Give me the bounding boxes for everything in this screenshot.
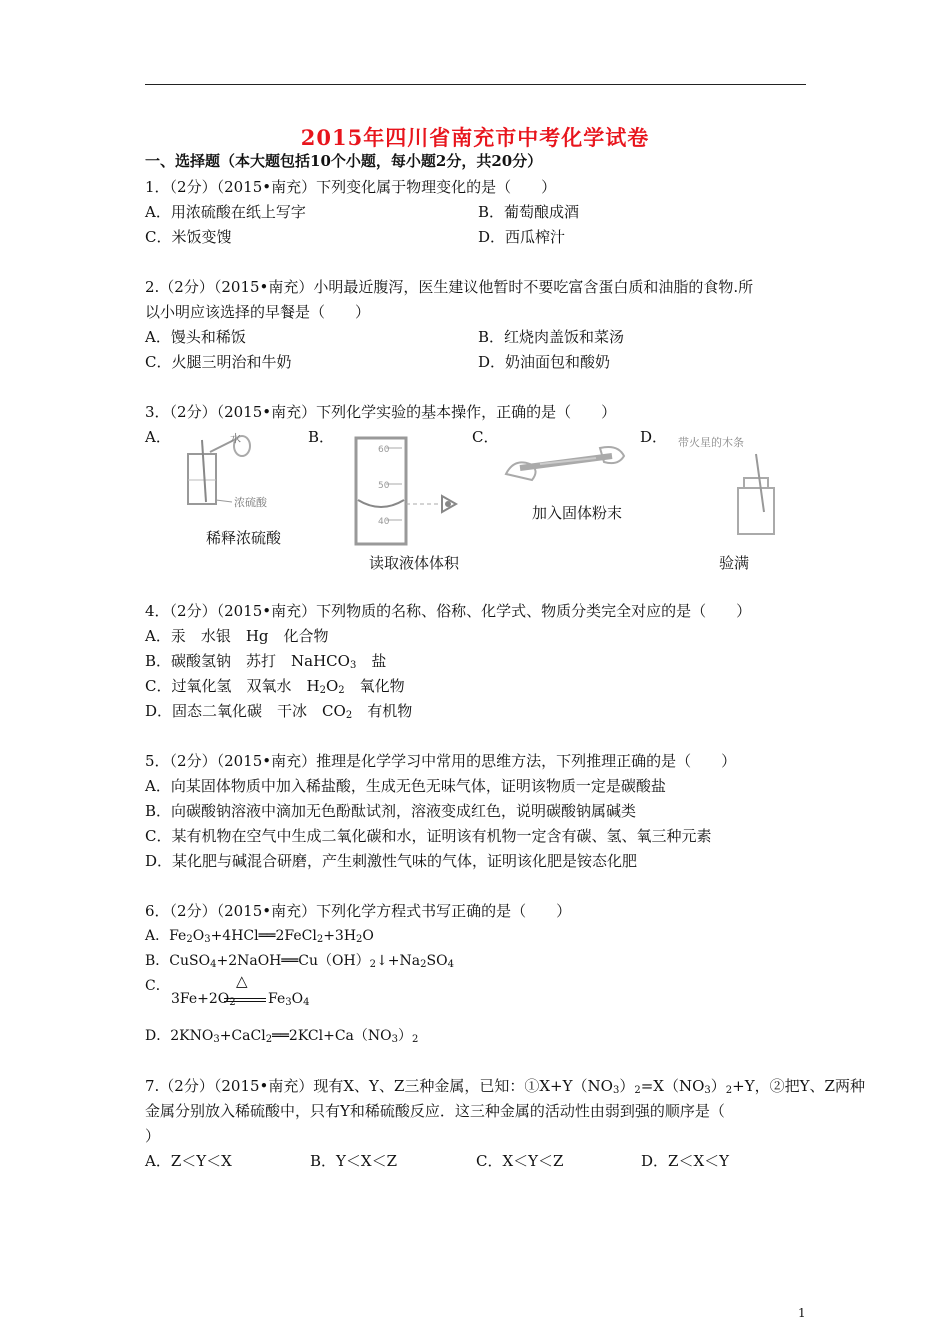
q5-option-a: A．向某固体物质中加入稀盐酸，生成无色无味气体，证明该物质一定是碳酸盐 [145,777,666,795]
q7-stem-line3: ） [145,1127,161,1145]
q1-option-d: D．西瓜榨汁 [478,228,566,246]
page-title: 2015年四川省南充市中考化学试卷 [300,125,650,150]
q3-option-b-label: B． [308,428,335,446]
q6-option-b: B．$CuSO_4+2NaOH══Cu(OH)_2↓+Na_2SO_4$ [145,953,454,970]
q4-option-b: B．碳酸氢钠 苏打 NaHCO$_3$ 盐 [145,652,387,671]
acid-label: 浓硫酸 [234,496,267,509]
q1-option-b: B．葡萄酿成酒 [478,203,580,221]
powder-illustration [500,440,630,490]
q2-option-c: C．火腿三明治和牛奶 [145,353,292,371]
tick-40: 40 [378,517,390,527]
q3-option-d-label: D． [640,428,668,446]
q3-caption-b: 读取液体体积 [369,554,460,572]
q4-option-d: D．固态二氧化碳 干冰 $CO_2$ 有机物 [145,702,413,721]
q2-stem-line2: 以小明应该选择的早餐是（ ） [145,303,371,321]
q2-stem-line1: 2.（2分）（2015•南充）小明最近腹泻，医生建议他暂时不要吃富含蛋白质和油脂的食物.所 [145,278,754,296]
q6-option-c-left: $3Fe+2O_2$ [171,991,236,1008]
q3-caption-c: 加入固体粉末 [532,504,623,522]
q7-option-d: D．Z＜X＜Y [641,1152,730,1170]
heat-symbol: △ [236,972,248,990]
q4-option-c: C．过氧化氢 双氧水 $H_2O_2$ 氧化物 [145,677,405,696]
q6-stem: 6．（2分）（2015•南充）下列化学方程式书写正确的是（ ） [145,902,572,920]
q6-option-d: D．$2KNO_3+CaCl_2══2KCl+Ca(NO_3)_2$ [145,1028,419,1045]
q3-caption-d: 验满 [719,554,750,572]
q2-option-d: D．奶油面包和酸奶 [478,353,611,371]
q6-option-c-right: $Fe_3O_4$ [268,991,310,1008]
q3-option-a-label: A． [145,428,171,446]
q6-option-a: A．$Fe_2O_3+4HCl══2FeCl_2+3H_2O$ [145,928,374,945]
q2-option-a: A．馒头和稀饭 [145,328,246,346]
q2-option-b: B．红烧肉盖饭和菜汤 [478,328,625,346]
q5-option-d: D．某化肥与碱混合研磨，产生刺激性气味的气体，证明该化肥是铵态化肥 [145,852,638,870]
tick-50: 50 [378,481,390,491]
section-heading: 一、选择题（本大题包括10个小题，每小题2分，共20分） [145,152,543,170]
q5-stem: 5．（2分）（2015•南充）推理是化学学习中常用的思维方法，下列推理正确的是（ ） [145,752,737,770]
q3-caption-a: 稀释浓硫酸 [206,529,282,547]
cylinder-illustration [340,436,470,546]
q3-option-c-label: C． [472,428,499,446]
water-label: 水 [230,432,241,445]
q4-option-a: A．汞 水银 Hg 化合物 [145,627,329,645]
splint-label: 带火星的木条 [678,436,744,449]
q6-option-c-label: C． [145,978,170,994]
q5-option-c: C．某有机物在空气中生成二氧化碳和水，证明该有机物一定含有碳、氢、氧三种元素 [145,827,712,845]
tick-60: 60 [378,445,390,455]
q7-option-a: A．Z＜Y＜X [145,1152,232,1170]
q7-option-b: B．Y＜X＜Z [310,1152,398,1170]
header-rule [145,84,806,85]
dilution-illustration [180,430,280,510]
q3-stem: 3．（2分）（2015•南充）下列化学实验的基本操作，正确的是（ ） [145,403,617,421]
q7-stem-line2: 金属分别放入稀硫酸中，只有Y和稀硫酸反应．这三种金属的活动性由弱到强的顺序是（ [145,1102,725,1120]
q1-option-c: C．米饭变馊 [145,228,232,246]
gas-test-illustration [668,432,788,536]
q7-option-c: C．X＜Y＜Z [476,1152,564,1170]
q1-stem: 1．（2分）（2015•南充）下列变化属于物理变化的是（ ） [145,178,557,196]
q7-stem-line1: 7.（2分）（2015•南充）现有X、Y、Z三种金属，已知：$①X+Y(NO_3)_2=X(NO_3)_2+Y$，②把Y、Z两种 [145,1077,865,1096]
q4-stem: 4．（2分）（2015•南充）下列物质的名称、俗称、化学式、物质分类完全对应的是（ ） [145,602,752,620]
q1-option-a: A．用浓硫酸在纸上写字 [145,203,306,221]
q5-option-b: B．向碳酸钠溶液中滴加无色酚酞试剂，溶液变成红色，说明碳酸钠属碱类 [145,802,637,820]
page-number: 1 [798,1306,806,1320]
